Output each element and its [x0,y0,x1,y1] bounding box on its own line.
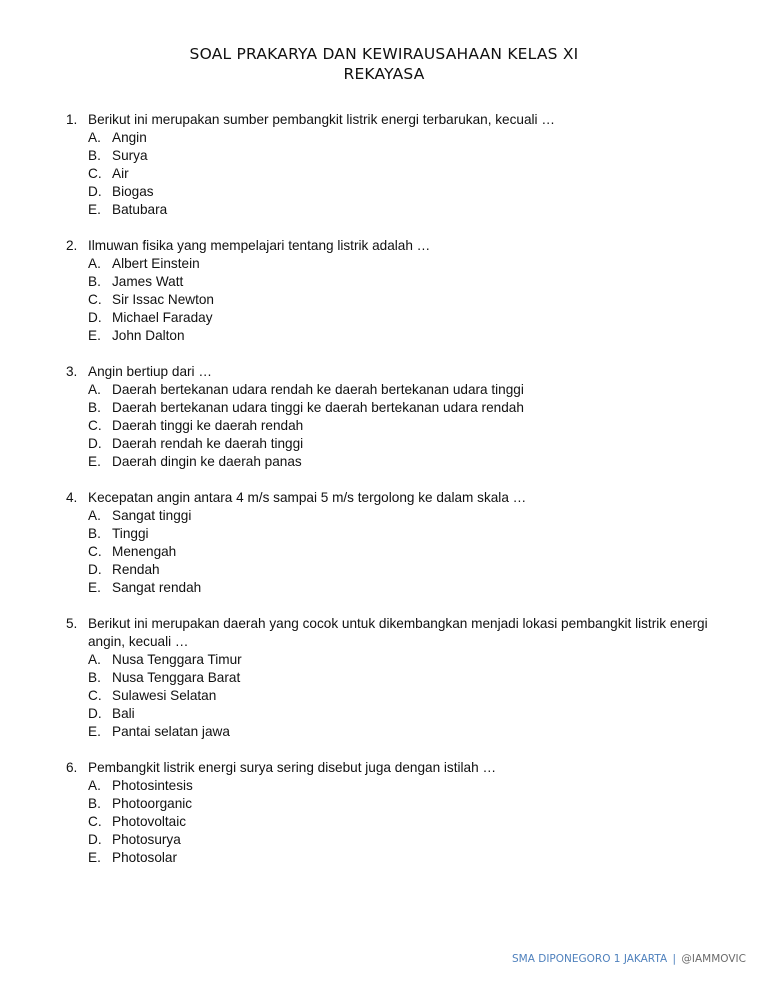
option-text: Photoorganic [112,796,193,811]
answer-option [88,831,726,849]
footer-separator: | [672,953,677,965]
option-letter: D. [88,310,102,325]
question-list [66,111,726,885]
option-letter: C. [88,544,102,559]
option-text: Angin [112,130,147,145]
document-title [0,44,768,84]
option-text: Sulawesi Selatan [112,688,217,703]
question-item [66,615,726,741]
option-letter: E. [88,580,101,595]
option-letter: B. [88,274,101,289]
option-text: Tinggi [112,526,149,541]
answer-option [88,507,726,525]
title-line-2: REKAYASA [343,65,425,83]
option-letter: D. [88,184,102,199]
option-text: Air [112,166,129,181]
question-text: Kecepatan angin antara 4 m/s sampai 5 m/s tergolong ke dalam skala … [88,490,527,505]
question-item [66,363,726,471]
option-letter: A. [88,652,101,667]
option-text: Photosurya [112,832,181,847]
question-row [66,363,726,381]
answer-option [88,309,726,327]
option-letter: B. [88,400,101,415]
option-text: Photosolar [112,850,177,865]
option-letter: E. [88,454,101,469]
option-letter: E. [88,724,101,739]
option-letter: E. [88,850,101,865]
answer-option [88,651,726,669]
question-text: Berikut ini merupakan daerah yang cocok untuk dikembangkan menjadi lokasi pembangkit listrik energi angin, kecuali … [88,616,708,649]
option-letter: B. [88,148,101,163]
option-text: Daerah bertekanan udara tinggi ke daerah bertekanan udara rendah [112,400,524,415]
answer-option [88,849,726,867]
option-letter: D. [88,562,102,577]
option-letter: E. [88,328,101,343]
answer-option [88,381,726,399]
option-letter: E. [88,202,101,217]
answer-options [66,255,726,345]
answer-option [88,687,726,705]
footer-school: SMA DIPONEGORO 1 JAKARTA [512,953,668,965]
option-text: James Watt [112,274,184,289]
option-text: Batubara [112,202,168,217]
answer-options [66,507,726,597]
option-text: Nusa Tenggara Barat [112,670,241,685]
option-text: Sangat rendah [112,580,202,595]
answer-option [88,147,726,165]
option-text: Rendah [112,562,160,577]
question-text: Pembangkit listrik energi surya sering disebut juga dengan istilah … [88,760,497,775]
option-letter: A. [88,778,101,793]
question-item [66,237,726,345]
option-text: Daerah bertekanan udara rendah ke daerah bertekanan udara tinggi [112,382,524,397]
option-letter: B. [88,796,101,811]
footer-handle: @IAMMOVIC [681,953,746,965]
answer-option [88,795,726,813]
question-number: 5. [66,616,78,631]
answer-option [88,165,726,183]
option-text: Albert Einstein [112,256,200,271]
question-number: 2. [66,238,78,253]
question-item [66,489,726,597]
option-text: Michael Faraday [112,310,213,325]
answer-option [88,543,726,561]
question-item [66,111,726,219]
answer-option [88,435,726,453]
answer-option [88,255,726,273]
question-row [66,759,726,777]
option-letter: B. [88,526,101,541]
option-letter: A. [88,256,101,271]
option-letter: A. [88,130,101,145]
question-row [66,111,726,129]
question-item [66,759,726,867]
option-text: Pantai selatan jawa [112,724,230,739]
option-text: Sangat tinggi [112,508,192,523]
answer-option [88,417,726,435]
answer-option [88,183,726,201]
option-text: Menengah [112,544,177,559]
question-row [66,489,726,507]
option-text: John Dalton [112,328,185,343]
option-text: Nusa Tenggara Timur [112,652,242,667]
question-row [66,237,726,255]
option-letter: C. [88,418,102,433]
answer-option [88,777,726,795]
question-row [66,615,726,651]
answer-option [88,327,726,345]
question-number: 3. [66,364,78,379]
answer-option [88,201,726,219]
option-text: Daerah rendah ke daerah tinggi [112,436,304,451]
option-text: Daerah dingin ke daerah panas [112,454,302,469]
answer-option [88,291,726,309]
answer-option [88,561,726,579]
option-letter: C. [88,688,102,703]
answer-option [88,723,726,741]
answer-option [88,813,726,831]
title-line-1: SOAL PRAKARYA DAN KEWIRAUSAHAAN KELAS XI [189,45,579,63]
option-text: Photovoltaic [112,814,187,829]
answer-option [88,579,726,597]
answer-options [66,651,726,741]
option-letter: A. [88,508,101,523]
answer-option [88,669,726,687]
option-letter: D. [88,436,102,451]
answer-option [88,453,726,471]
question-text: Berikut ini merupakan sumber pembangkit listrik energi terbarukan, kecuali … [88,112,555,127]
answer-options [66,129,726,219]
option-letter: C. [88,814,102,829]
option-letter: D. [88,706,102,721]
option-letter: C. [88,166,102,181]
question-text: Ilmuwan fisika yang mempelajari tentang listrik adalah … [88,238,431,253]
question-number: 1. [66,112,78,127]
option-letter: D. [88,832,102,847]
option-letter: B. [88,670,101,685]
question-text: Angin bertiup dari … [88,364,212,379]
question-number: 6. [66,760,78,775]
answer-option [88,273,726,291]
option-text: Photosintesis [112,778,193,793]
answer-options [66,777,726,867]
option-text: Biogas [112,184,154,199]
option-text: Surya [112,148,148,163]
option-text: Bali [112,706,135,721]
answer-option [88,525,726,543]
option-letter: A. [88,382,101,397]
answer-options [66,381,726,471]
page-footer [512,953,746,965]
answer-option [88,399,726,417]
option-text: Daerah tinggi ke daerah rendah [112,418,304,433]
question-number: 4. [66,490,78,505]
answer-option [88,129,726,147]
option-letter: C. [88,292,102,307]
option-text: Sir Issac Newton [112,292,214,307]
answer-option [88,705,726,723]
